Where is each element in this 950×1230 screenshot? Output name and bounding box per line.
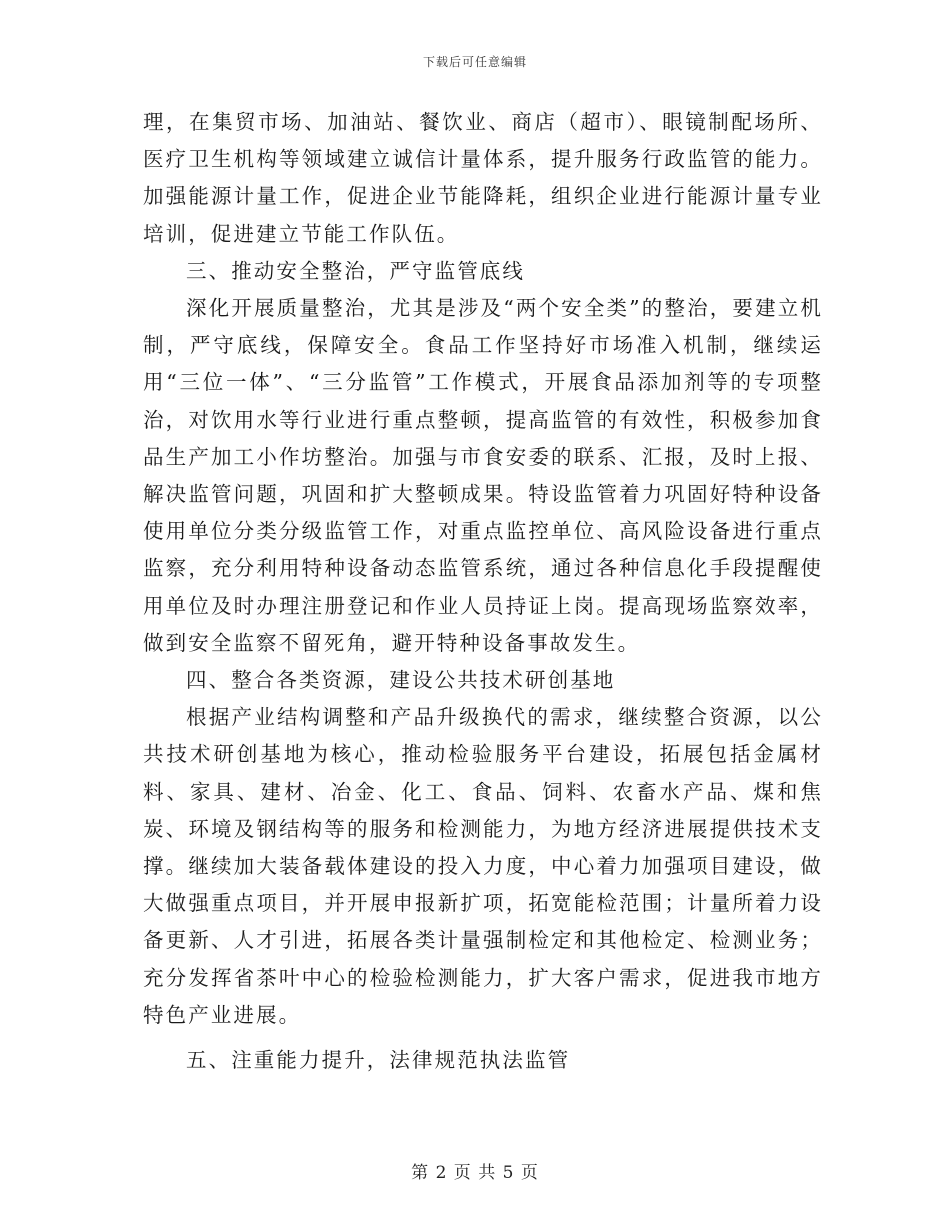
- section-heading-4: 四、整合各类资源，建设公共技术研创基地: [186, 668, 616, 693]
- document-body: [143, 104, 823, 1079]
- section-heading-3: 三、推动安全整治，严守监管底线: [186, 258, 525, 283]
- section-heading-5: 五、注重能力提升，法律规范执法监管: [186, 1048, 571, 1073]
- paragraph-safety: 深化开展质量整治，尤其是涉及“两个安全类”的整治，要建立机制，严守底线，保障安全。食品工作坚持好市场准入机制，继续运用“三位一体”、“三分监管”工作模式，开展食品添加剂等的专项整治，对饮用水等行业进行重点整顿，提高监管的有效性，积极参加食品生产加工小作坊整治。加强与市食安委的联系、汇报，及时上报、解决监管问题，巩固和扩大整顿成果。特设监管着力巩固好特种设备使用单位分类分级监管工作，对重点监控单位、高风险设备进行重点监察，充分利用特种设备动态监管系统，通过各种信息化手段提醒使用单位及时办理注册登记和作业人员持证上岗。提高现场监察效率，做到安全监察不留死角，避开特种设备事故发生。: [143, 296, 823, 655]
- paragraph-continuation: 理，在集贸市场、加油站、餐饮业、商店（超市）、眼镜制配场所、医疗卫生机构等领域建立诚信计量体系，提升服务行政监管的能力。加强能源计量工作，促进企业节能降耗，组织企业进行能源计量专业培训，促进建立节能工作队伍。: [143, 110, 823, 246]
- paragraph-resources: 根据产业结构调整和产品升级换代的需求，继续整合资源，以公共技术研创基地为核心，推动检验服务平台建设，拓展包括金属材料、家具、建材、冶金、化工、食品、饲料、农畜水产品、煤和焦炭、环境及钢结构等的服务和检测能力，为地方经济进展提供技术支撑。继续加大装备载体建设的投入力度，中心着力加强项目建设，做大做强重点项目，并开展申报新扩项，拓宽能检范围；计量所着力设备更新、人才引进，拓展各类计量强制检定和其他检定、检测业务；充分发挥省茶叶中心的检验检测能力，扩大客户需求，促进我市地方特色产业进展。: [143, 705, 823, 1027]
- page-header: 下载后可任意编辑: [422, 55, 527, 69]
- page-number: 第 2 页 共 5 页: [411, 1163, 539, 1183]
